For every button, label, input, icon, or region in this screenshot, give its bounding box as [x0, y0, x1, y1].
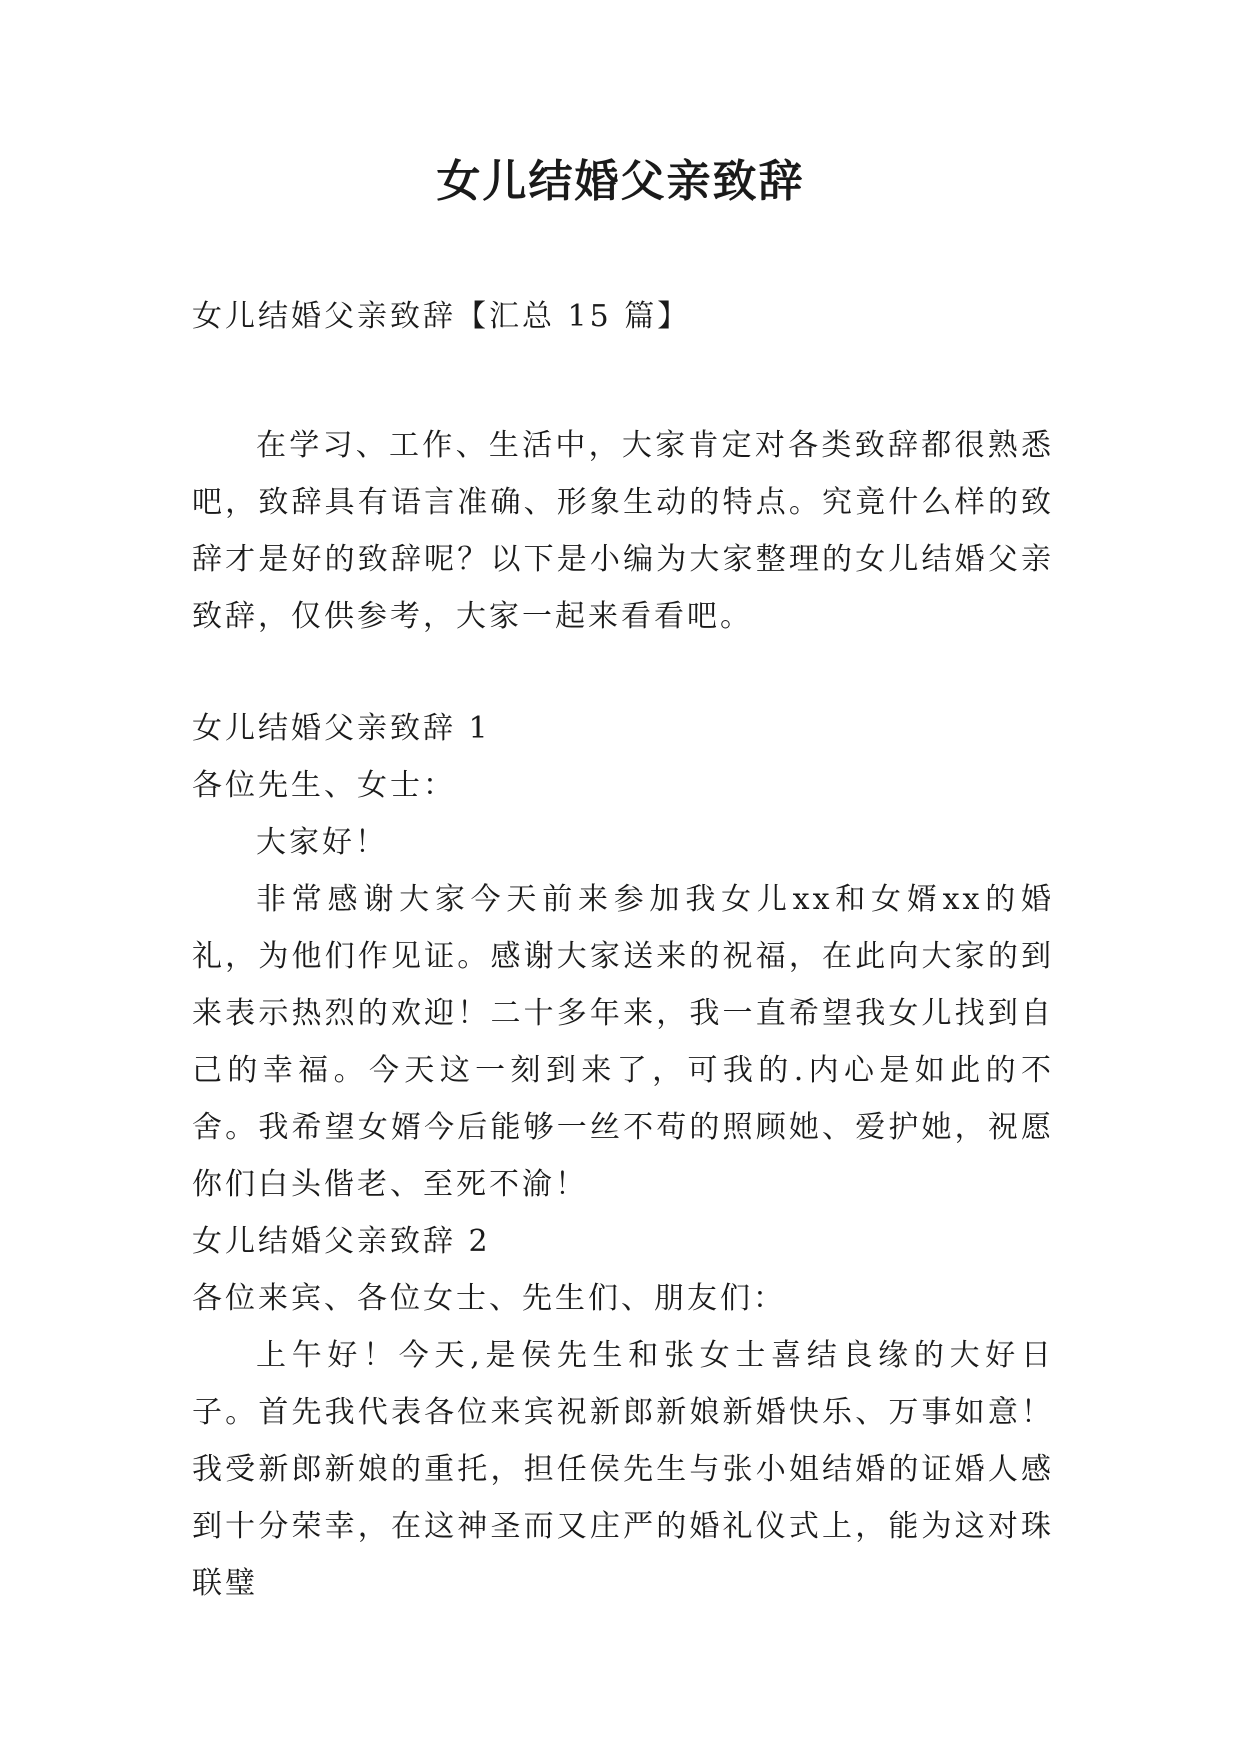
- document-title: 女儿结婚父亲致辞: [436, 156, 805, 207]
- section-2-heading: 女儿结婚父亲致辞 2: [192, 1224, 491, 1259]
- section-1-body: 非常感谢大家今天前来参加我女儿xx和女婿xx的婚礼，为他们作见证。感谢大家送来的祝福，在此向大家的到来表示热烈的欢迎！二十多年来，我一直希望我女儿找到自己的幸福。今天这一刻到来了，可我的.内心是如此的不舍。我希望女婿今后能够一丝不苟的照顾她、爱护她，祝愿你们白头偕老、至死不渝！: [192, 882, 1054, 1202]
- document-subtitle: 女儿结婚父亲致辞【汇总 15 篇】: [192, 299, 691, 334]
- intro-paragraph: 在学习、工作、生活中，大家肯定对各类致辞都很熟悉吧，致辞具有语言准确、形象生动的特点。究竟什么样的致辞才是好的致辞呢？以下是小编为大家整理的女儿结婚父亲致辞，仅供参考，大家一起来看看吧。: [192, 428, 1054, 634]
- document-body: [192, 288, 1054, 1612]
- section-1-greeting: 大家好！: [256, 825, 388, 860]
- section-1-heading: 女儿结婚父亲致辞 1: [192, 711, 491, 746]
- section-2-salutation: 各位来宾、各位女士、先生们、朋友们：: [192, 1281, 786, 1316]
- section-2-body: 上午好！今天,是侯先生和张女士喜结良缘的大好日子。首先我代表各位来宾祝新郎新娘新婚快乐、万事如意！我受新郎新娘的重托，担任侯先生与张小姐结婚的证婚人感到十分荣幸，在这神圣而又庄严的婚礼仪式上，能为这对珠联璧: [192, 1338, 1054, 1601]
- section-1-salutation: 各位先生、女士：: [192, 768, 456, 803]
